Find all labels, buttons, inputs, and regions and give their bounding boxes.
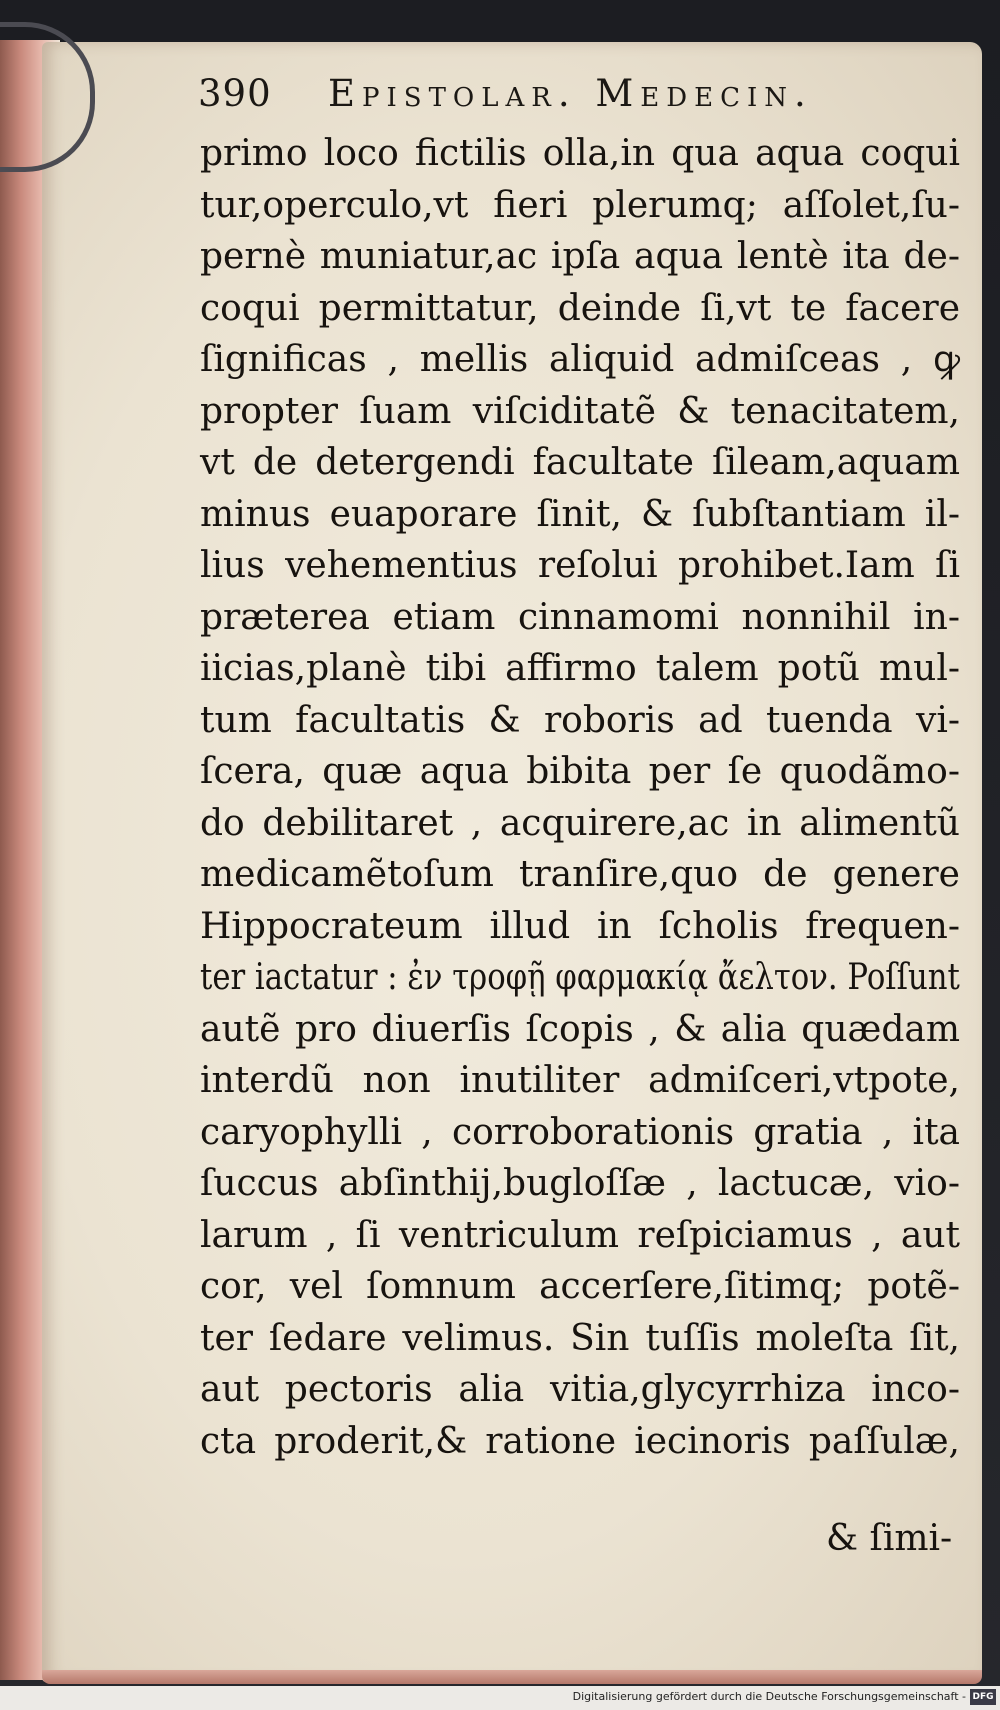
text-line: primo loco fictilis olla,in qua aqua coqui — [200, 133, 960, 174]
text-line: iicias,planè tibi affirmo talem potũ mul- — [200, 648, 960, 689]
text-line: coqui permittatur, deinde ſi,vt te facere — [200, 287, 960, 329]
dfg-logo: DFG — [970, 1689, 996, 1705]
text-line: cor, vel ſomnum accerſere,ſitimq; potẽ- — [200, 1266, 960, 1307]
running-title: Epistolar. Medecin. — [328, 72, 813, 115]
text-line: pernè muniatur,ac ipſa aqua lentè ita de- — [200, 236, 960, 277]
catchword: & ſimi- — [826, 1518, 953, 1559]
text-line: Hippocrateum illud in ſcholis frequen- — [200, 905, 960, 947]
text-line: autẽ pro diuerſis ſcopis , & alia quædam — [200, 1008, 960, 1050]
text-line: lius vehementius reſolui prohibet.Iam ſi — [200, 545, 960, 586]
text-line: cta proderit,& ratione iecinoris paſſulæ, — [200, 1420, 960, 1462]
text-line: vt de detergendi facultate ſileam,aquam — [200, 442, 960, 483]
text-line: ſignificas , mellis aliquid admiſceas , ꝙ — [200, 339, 960, 380]
text-line: propter ſuam viſciditatẽ & tenacitatem, — [200, 390, 960, 432]
text-line: tum facultatis & roboris ad tuenda vi- — [200, 699, 960, 741]
text-line: ter ſedare velimus. Sin tuſſis moleſta ſit, — [200, 1317, 960, 1359]
page-number: 390 — [198, 72, 272, 115]
text-line: aut pectoris alia vitia,glycyrrhiza inco- — [200, 1369, 960, 1410]
text-line: ſuccus abſinthij,bugloſſæ , lactucæ, vio- — [200, 1163, 960, 1204]
page-header — [198, 72, 958, 122]
text-line: ter iactatur : ἐν τροφῇ φαρμακίᾳ ἄελτον. Poſſunt — [200, 957, 960, 998]
text-line: do debilitaret , acquirere,ac in alimentũ — [200, 802, 960, 844]
text-line: ſcera, quæ aqua bibita per ſe quodãmo- — [200, 751, 960, 792]
text-line: minus euaporare ſinit, & ſubſtantiam il- — [200, 493, 960, 535]
text-line: caryophylli , corroborationis gratia , ita — [200, 1111, 960, 1153]
text-line: tur,operculo,vt fieri plerumq; aſſolet,ſu- — [200, 184, 960, 226]
text-line: larum , ſi ventriculum reſpiciamus , aut — [200, 1214, 960, 1256]
text-line: medicamẽtoſum tranſire,quo de genere — [200, 854, 960, 895]
text-line: interdũ non inutiliter admiſceri,vtpote, — [200, 1060, 960, 1101]
text-line: præterea etiam cinnamomi nonnihil in- — [200, 596, 960, 638]
page-edge-bottom — [42, 1670, 982, 1684]
footer-credit: Digitalisierung gefördert durch die Deutsche Forschungsgemeinschaft - — [572, 1690, 966, 1703]
body-text — [200, 128, 960, 1467]
digitization-footer — [0, 1686, 1000, 1710]
